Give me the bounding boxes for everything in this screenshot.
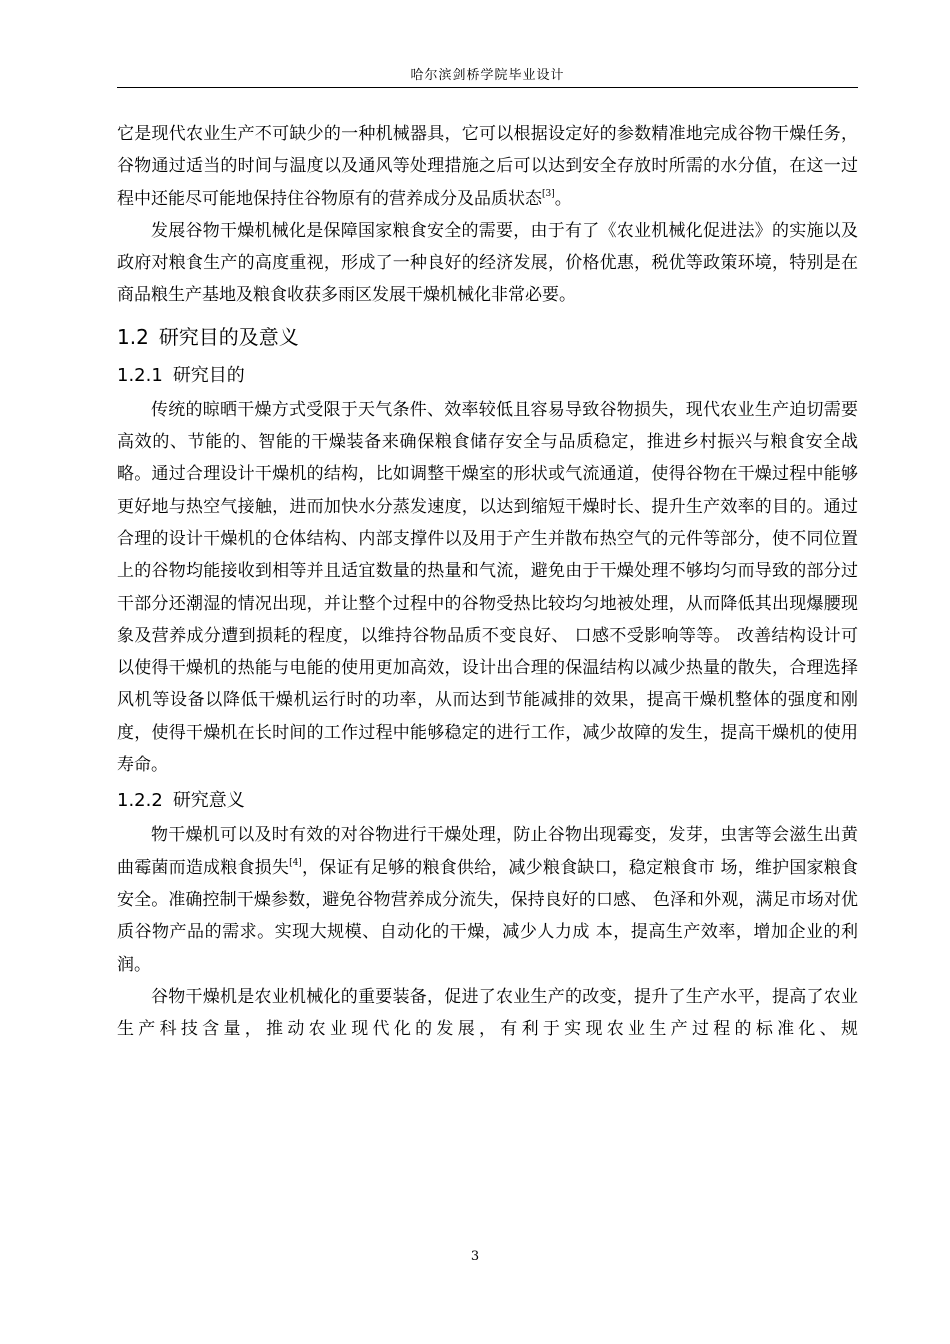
citation-ref: [3]	[542, 188, 555, 199]
paragraph-research-significance	[117, 819, 858, 980]
section-number: 1.2	[117, 324, 149, 349]
section-heading-1-2	[117, 318, 858, 356]
paragraph-text: 它是现代农业生产不可缺少的一种机械器具，它可以根据设定好的参数精准地完成谷物干燥任务，谷物通过适当的时间与温度以及通风等处理措施之后可以达到安全存放时所需的水分值，在这一过程中还能尽可能地保持住谷物原有的营养成分及品质状态	[117, 124, 858, 209]
section-heading-1-2-1	[117, 358, 858, 394]
paragraph-mechanization: 发展谷物干燥机械化是保障国家粮食安全的需要，由于有了《农业机械化促进法》的实施以及政府对粮食生产的高度重视，形成了一种良好的经济发展，价格优惠，税优等政策环境，特别是在商品粮生产基地及粮食收获多雨区发展干燥机械化非常必要。	[117, 220, 858, 306]
section-title: 研究意义	[172, 790, 245, 812]
page-body	[117, 118, 858, 1078]
section-number: 1.2.2	[117, 790, 163, 812]
paragraph-modernization: 谷物干燥机是农业机械化的重要装备，促进了农业生产的改变，提升了生产水平，提高了农业生产科技含量，推动农业现代化的发展，有利于实现农业生产过程的标准化、规	[117, 986, 858, 1040]
paragraph-text: ，保证有足够的粮食供给，减少粮食缺口，稳定粮食市 场，维护国家粮食安全。准确控制干燥参数，避免谷物营养成分流失，保持良好的口感、 色泽和外观，满足市场对优质谷物产品的需求。实现大规模、自动化的干燥，减少人力成 本，提高生产效率，增加企业的利润。	[117, 857, 859, 975]
section-title: 研究目的	[172, 364, 245, 386]
section-title: 研究目的及意义	[158, 324, 299, 349]
citation-ref: [4]	[289, 857, 302, 868]
page-number: 3	[470, 1249, 480, 1264]
paragraph-continuation	[117, 118, 858, 215]
header-divider	[117, 87, 858, 88]
paragraph-end: 。	[554, 188, 572, 209]
paragraph-research-purpose: 传统的晾晒干燥方式受限于天气条件、效率较低且容易导致谷物损失，现代农业生产迫切需要高效的、节能的、智能的干燥装备来确保粮食储存安全与品质稳定，推进乡村振兴与粮食安全战略。通过合理设计干燥机的结构，比如调整干燥室的形状或气流通道，使得谷物在干燥过程中能够更好地与热空气接触，进而加快水分蒸发速度，以达到缩短干燥时长、提升生产效率的目的。通过合理的设计干燥机的仓体结构、内部支撑件以及用于产生并散布热空气的元件等部分，使不同位置上的谷物均能接收到相等并且适宜数量的热量和气流，避免由于干燥处理不够均匀而导致的部分过干部分还潮湿的情况出现，并让整个过程中的谷物受热比较均匀地被处理，从而降低其出现爆腰现象及营养成分遭到损耗的程度，以维持谷物品质不变良好、 口感不受影响等等。 改善结构设计可以使得干燥机的热能与电能的使用更加高效，设计出合理的保温结构以减少热量的散失，合理选择风机等设备以降低干燥机运行时的功率，从而达到节能减排的效果，提高干燥机整体的强度和刚度，使得干燥机在长时间的工作过程中能够稳定的进行工作，减少故障的发生，提高干燥机的使用寿命。	[117, 399, 858, 776]
page-header: 哈尔滨剑桥学院毕业设计	[410, 68, 565, 83]
section-number: 1.2.1	[117, 364, 163, 386]
paragraph-text: 物干燥机可以及时有效的对谷物进行干燥处理，防止谷物出现霉变，发芽，虫害等会滋生出黄曲霉菌而造成粮食损失	[117, 825, 858, 878]
section-heading-1-2-2	[117, 783, 858, 819]
